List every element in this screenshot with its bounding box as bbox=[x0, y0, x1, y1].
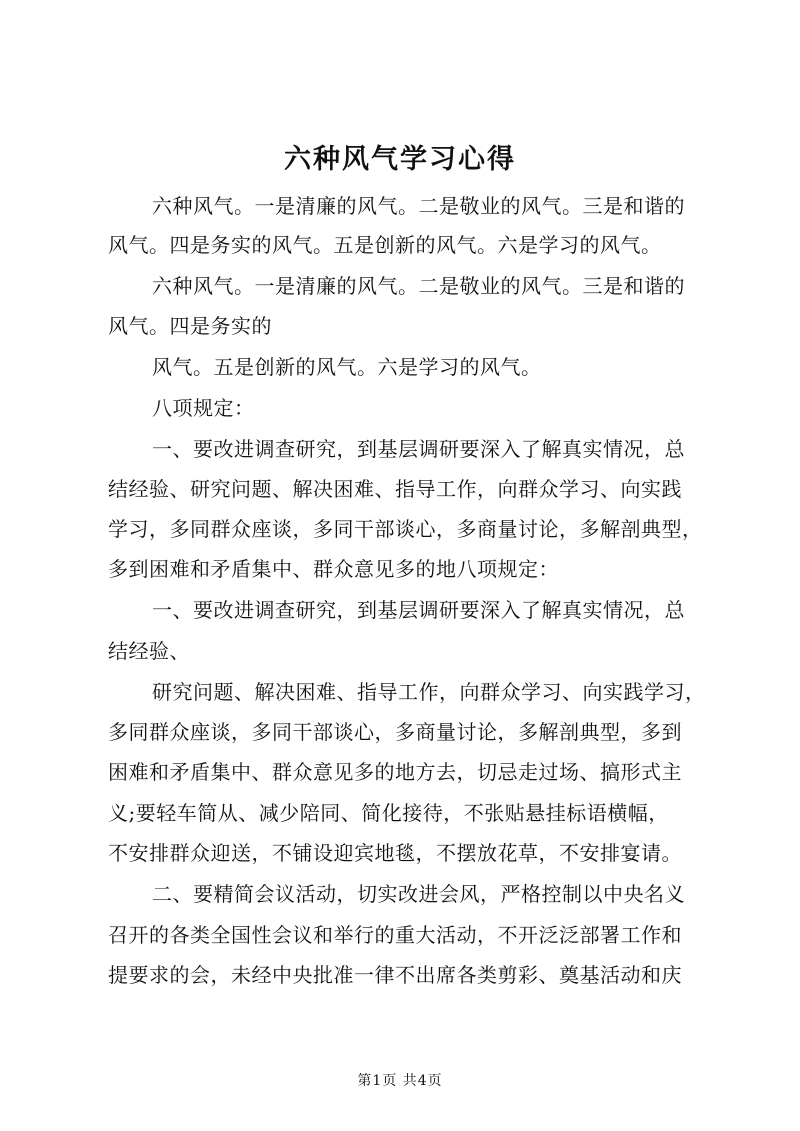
body-line: 困难和矛盾集中、群众意见多的地方去，切忌走过场、搞形式主 bbox=[108, 760, 682, 784]
body-line: 召开的各类全国性会议和举行的重大活动，不开泛泛部署工作和 bbox=[108, 923, 682, 947]
body-line: 学习，多同群众座谈，多同干部谈心，多商量讨论，多解剖典型， bbox=[108, 517, 703, 541]
body-line: 提要求的会，未经中央批准一律不出席各类剪彩、奠基活动和庆 bbox=[108, 963, 682, 987]
body-line: 六种风气。一是清廉的风气。二是敬业的风气。三是和谐的 bbox=[152, 194, 685, 218]
body-line: 八项规定： bbox=[152, 396, 255, 420]
body-line: 六种风气。一是清廉的风气。二是敬业的风气。三是和谐的 bbox=[152, 274, 685, 298]
body-line: 风气。四是务实的 bbox=[108, 314, 272, 338]
body-line: 二、要精简会议活动，切实改进会风，严格控制以中央名义 bbox=[152, 882, 685, 906]
body-line: 一、要改进调查研究，到基层调研要深入了解真实情况，总 bbox=[152, 598, 685, 622]
body-line: 多到困难和矛盾集中、群众意见多的地八项规定： bbox=[108, 557, 559, 581]
document-title: 六种风气学习心得 bbox=[284, 144, 516, 175]
body-line: 风气。四是务实的风气。五是创新的风气。六是学习的风气。 bbox=[108, 233, 662, 257]
body-line: 多同群众座谈，多同干部谈心，多商量讨论，多解剖典型，多到 bbox=[108, 720, 682, 744]
body-line: 研究问题、解决困难、指导工作，向群众学习、向实践学习， bbox=[152, 680, 706, 704]
body-line: 义;要轻车简从、减少陪同、简化接待，不张贴悬挂标语横幅， bbox=[108, 801, 669, 825]
page-number: 第1页 共4页 bbox=[357, 1073, 443, 1089]
body-line: 结经验、研究问题、解决困难、指导工作，向群众学习、向实践 bbox=[108, 477, 682, 501]
body-line: 一、要改进调查研究，到基层调研要深入了解真实情况，总 bbox=[152, 437, 685, 461]
body-line: 结经验、 bbox=[108, 639, 190, 663]
body-line: 不安排群众迎送，不铺设迎宾地毯，不摆放花草，不安排宴请。 bbox=[108, 841, 682, 865]
body-line: 风气。五是创新的风气。六是学习的风气。 bbox=[152, 355, 542, 379]
